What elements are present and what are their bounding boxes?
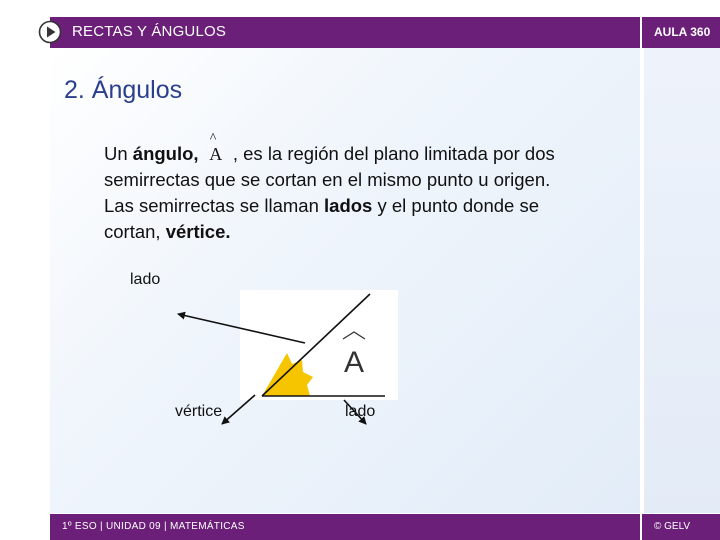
term-vertice: vértice. bbox=[165, 221, 231, 242]
diagram-image-panel bbox=[240, 290, 398, 400]
footer-divider bbox=[640, 514, 642, 540]
arrow-vertice bbox=[222, 395, 255, 424]
aula-label: AULA 360 bbox=[654, 25, 711, 39]
footer-course-info: 1º ESO | UNIDAD 09 | MATEMÁTICAS bbox=[62, 521, 245, 532]
text-segment: y el punto donde se cortan, bbox=[104, 195, 539, 242]
term-lados: lados bbox=[324, 195, 373, 216]
label-lado-bottom: lado bbox=[345, 403, 376, 420]
label-lado-top: lado bbox=[130, 271, 161, 288]
angle-hat: ^ bbox=[209, 131, 217, 146]
footer-copyright: © GELV bbox=[654, 521, 691, 532]
text-segment: Un bbox=[104, 143, 133, 164]
text-segment: , es la región del plano limitada por dos semirrectas que se cortan en el mismo punto u origen. Las semirrectas se llaman bbox=[104, 143, 555, 216]
term-angulo: ángulo, bbox=[132, 143, 199, 164]
angle-letter: A bbox=[209, 144, 223, 164]
footer-bar bbox=[50, 514, 720, 540]
diagram-angle-letter: A bbox=[343, 346, 365, 379]
section-title: 2. Ángulos bbox=[64, 76, 183, 104]
label-vertice: vértice bbox=[175, 403, 223, 420]
header-title: RECTAS Y ÁNGULOS bbox=[72, 23, 227, 40]
